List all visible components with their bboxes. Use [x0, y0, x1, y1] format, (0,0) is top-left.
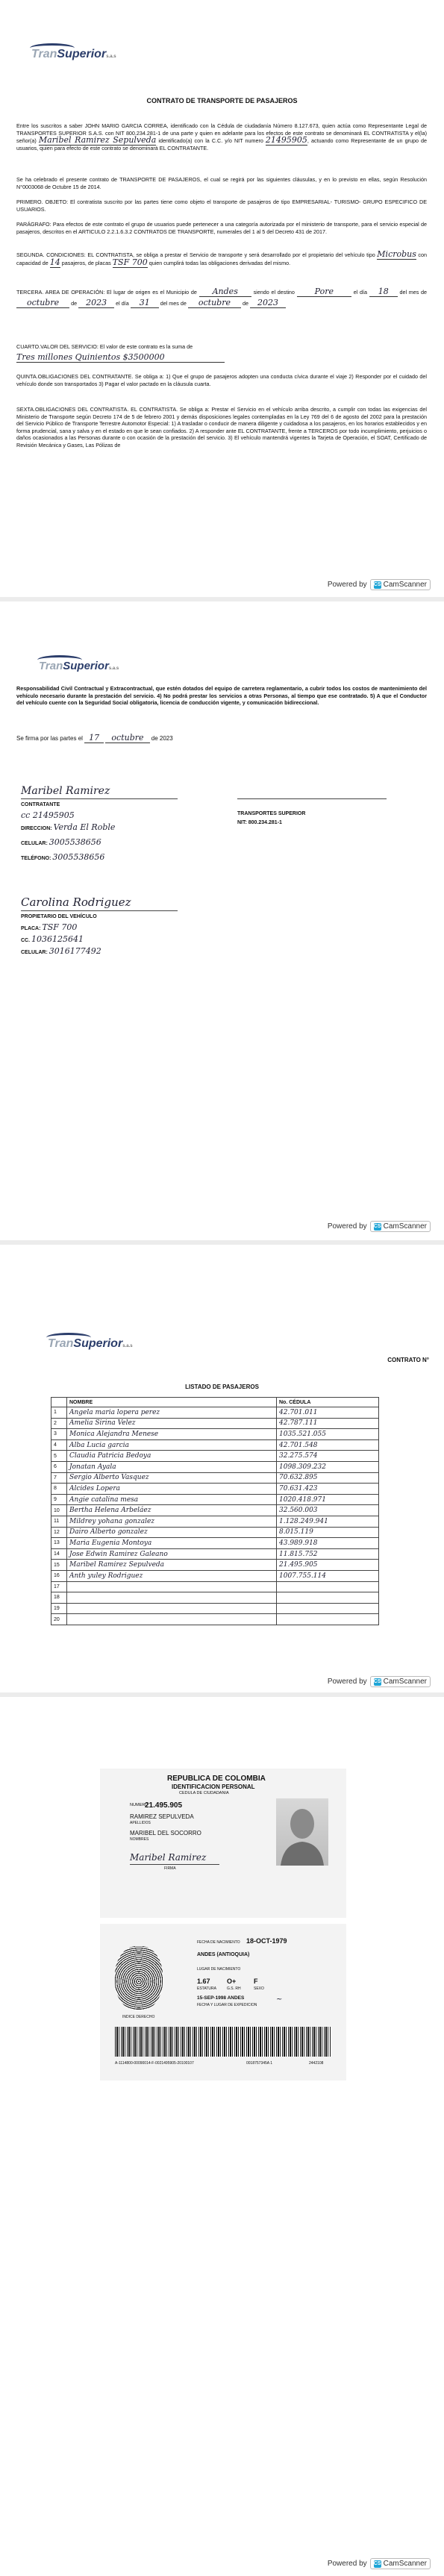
row-number: 3 — [51, 1429, 67, 1440]
id-signature: Maribel Ramirez — [130, 1852, 207, 1863]
passenger-id — [277, 1614, 379, 1625]
passenger-name: Anth yuley Rodriguez — [67, 1570, 277, 1581]
passenger-id: 8.015.119 — [277, 1527, 379, 1538]
contratante-label: CONTRATANTE — [21, 802, 60, 807]
row-number: 19 — [51, 1603, 67, 1614]
destination-handwritten: Pore — [297, 287, 351, 297]
end-month-handwritten: octubre — [188, 298, 241, 308]
owner-celular-handwritten: 3016177492 — [49, 946, 101, 956]
paragrafo-paragraph: PARÁGRAFO: Para efectos de este contrato el grupo de usuarios puede pertenecer a una categoría autorizada por el ministerio de transporte, para el servicio especial de pasajeros, descritos en el ARTICULO 2.2.1.6.3.2 CONTRATOS DE TRANSPORTE, numerales del 1 al 5 del Decreto 431 de 2017. — [16, 221, 427, 235]
passenger-list-page — [0, 1245, 444, 1692]
end-year-handwritten: 2023 — [250, 298, 286, 308]
id-pob: ANDES (ANTIOQUIA) — [197, 1952, 250, 1957]
id-country: REPUBLICA DE COLOMBIA — [167, 1775, 266, 1783]
passenger-name — [67, 1581, 277, 1592]
capacity-handwritten: 14 — [49, 257, 60, 267]
table-row — [51, 1570, 379, 1581]
passenger-name — [67, 1592, 277, 1604]
camscanner-watermark: Powered by CS CamScanner — [328, 1676, 431, 1687]
passenger-id: 42.701.011 — [277, 1407, 379, 1419]
passenger-name: Dairo Alberto gonzalez — [67, 1527, 277, 1538]
passenger-id: 32.560.003 — [277, 1505, 379, 1516]
id-dob: 18-OCT-1979 — [246, 1937, 287, 1945]
camscanner-watermark: Powered by CS CamScanner — [328, 579, 431, 590]
passenger-id: 21.495.905 — [277, 1560, 379, 1571]
objeto-paragraph: PRIMERO. OBJETO: El contratista suscrito por las partes tiene como objeto el transporte de pasajeros de tipo EMPRESARIAL- TURISMO- GRUPO ESPECIFICO DE USUARIOS. — [16, 198, 427, 213]
camscanner-logo-icon: CS — [373, 2560, 381, 2566]
row-number: 16 — [51, 1570, 67, 1581]
celular-handwritten: 3005538656 — [49, 837, 101, 847]
passenger-id: 70.632.895 — [277, 1472, 379, 1484]
id-nombres: MARIBEL DEL SOCORRO — [130, 1830, 201, 1836]
row-number: 17 — [51, 1581, 67, 1592]
value-handwritten: Tres millones Quinientos $3500000 — [16, 352, 225, 363]
client-id-handwritten: 21495905 — [265, 135, 307, 145]
passenger-name: Bertha Helena Arbeláez — [67, 1505, 277, 1516]
passenger-name — [67, 1603, 277, 1614]
passenger-name: Sergio Alberto Vasquez — [67, 1472, 277, 1484]
passenger-list-title: LISTADO DE PASAJEROS — [185, 1384, 259, 1390]
id-card-front: REPUBLICA DE COLOMBIA IDENTIFICACION PERSONAL CEDULA DE CIUDADANIA NUMERO 21.495.905 RAMIREZ SEPULVEDA APELLIDOS MARIBEL DEL SOCORRO NOMBRES Maribel Ramirez FIRMA — [100, 1769, 346, 1918]
table-row — [51, 1581, 379, 1592]
id-doc-subtype: CEDULA DE CIUDADANIA — [179, 1791, 229, 1795]
passenger-id: 1007.755.114 — [277, 1570, 379, 1581]
plate-handwritten: TSF 700 — [112, 257, 148, 267]
contratista-label: TRANSPORTES SUPERIOR — [237, 811, 306, 816]
contratante-signature-line — [21, 798, 178, 799]
fingerprint-icon — [115, 1946, 163, 2010]
passenger-id: 42.787.111 — [277, 1418, 379, 1429]
passenger-id: 1035.521.055 — [277, 1429, 379, 1440]
direccion-handwritten: Verda El Roble — [53, 822, 116, 832]
id-issue: 15-SEP-1998 ANDES — [197, 1995, 245, 2001]
vehicle-type-handwritten: Microbus — [377, 249, 416, 259]
end-day-handwritten: 31 — [131, 298, 159, 308]
table-row — [51, 1538, 379, 1549]
company-logo: TranSuperiors.a.s — [48, 1337, 133, 1350]
barcode-icon — [115, 2027, 331, 2057]
company-logo: TranSuperiors.a.s — [31, 48, 116, 60]
table-row — [51, 1516, 379, 1527]
owner-label: PROPIETARIO DEL VEHÍCULO — [21, 914, 97, 919]
id-card-page — [0, 1697, 444, 2576]
table-row — [51, 1548, 379, 1560]
signing-date: Se firma por las partes el 17 octubre de 2023 — [16, 733, 173, 743]
table-row — [51, 1484, 379, 1495]
passenger-id: 1020.418.971 — [277, 1494, 379, 1505]
passenger-name: Angela maria lopera perez — [67, 1407, 277, 1419]
passenger-name: Claudia Patricia Bedoya — [67, 1451, 277, 1462]
table-row — [51, 1429, 379, 1440]
passenger-name: Alba Lucia garcia — [67, 1439, 277, 1451]
owner-cc-handwritten: 1036125641 — [31, 934, 84, 944]
id-height: 1.67 — [197, 1978, 210, 1985]
condiciones-paragraph: SEGUNDA. CONDICIONES: EL CONTRATISTA, se obliga a prestar el Servicio de transporte y será desarrollado por el propietario del vehículo tipo Microbus con capacidad de 14 pasajeros, de placas TSF 700 quien cumplirá todas las obligaciones derivadas del mismo. — [16, 249, 428, 267]
signed-day-handwritten: 17 — [84, 733, 104, 743]
client-name-handwritten: Maribel Ramirez Sepulveda — [38, 135, 157, 145]
table-row — [51, 1592, 379, 1604]
column-header-id: No. CÉDULA — [277, 1398, 379, 1407]
celebrated-paragraph: Se ha celebrado el presente contrato de TRANSPORTE DE PASAJEROS, el cual se regirá por las siguientes cláusulas, y en lo previsto en ellas, según Resolución N°0003068 de Octubre 15 de 2014. — [16, 176, 427, 190]
portrait-icon — [276, 1798, 328, 1866]
passenger-id — [277, 1592, 379, 1604]
passenger-name: Maribel Ramirez Sepulveda — [67, 1560, 277, 1571]
id-code: A-1114800-00090014-F-0021495905-20100107 — [115, 2061, 194, 2066]
obligaciones-contratista-paragraph: SEXTA.OBLIGACIONES DEL CONTRATISTA. EL CONTRATISTA. Se obliga a: Prestar el Servicio en el vehículo arriba descrito, a cumplir con todas las exigencias del Ministerio de Transporte según Decreto 174 de 5 de febrero 2001 y demás disposiciones legales contempladas en la Ley 769 del 6 de agosto del 2002 para la prestación del Servicio Público de Transporte Terrestre Automotor Especial: 1) A trasladar o conducir de manera diligente y cuidadosa a los pasajeros, en los horarios establecidos y en forma prudencial, sana y salva y en el estado en que le sean confiados. 2) A responder ante EL CONTRATANTE, frente a TERCEROS por todo incumplimiento, perjuicios o daños ocasionados a las Personas durante o con ocasión de la prestación del servicio. 3) El vehículo mantendrá vigentes la Tarjeta de Operación, el SOAT, Certificado de Revisión Mecánica y Gases, Las Pólizas de — [16, 406, 427, 448]
column-header-name: NOMBRE — [67, 1398, 277, 1407]
company-logo: TranSuperiors.a.s — [39, 660, 119, 672]
camscanner-logo-icon: CS — [373, 1223, 381, 1229]
camscanner-logo-icon: CS — [373, 1678, 381, 1684]
row-number: 1 — [51, 1407, 67, 1419]
row-number: 15 — [51, 1560, 67, 1571]
camscanner-logo-icon: CS — [373, 581, 381, 587]
start-year-handwritten: 2023 — [78, 298, 114, 308]
id-blood: O+ — [227, 1978, 237, 1985]
row-number: 11 — [51, 1516, 67, 1527]
passenger-table-body — [51, 1407, 379, 1625]
passenger-id: 1.128.249.941 — [277, 1516, 379, 1527]
row-number: 13 — [51, 1538, 67, 1549]
passenger-name: Maria Eugenia Montoya — [67, 1538, 277, 1549]
passenger-id: 32.275.574 — [277, 1451, 379, 1462]
contract-title: CONTRATO DE TRANSPORTE DE PASAJEROS — [146, 97, 298, 104]
row-number: 9 — [51, 1494, 67, 1505]
table-row — [51, 1505, 379, 1516]
area-paragraph: TERCERA. AREA DE OPERACIÓN: El lugar de origen es el Municipio de Andes siendo el destino Pore el día 18 del mes de octubre de 2023 el día 31 del mes de octubre de 2023 — [16, 287, 428, 307]
owner-signature: Carolina Rodriguez — [21, 895, 131, 909]
row-number: 8 — [51, 1484, 67, 1495]
id-card-back: INDICE DERECHO FECHA DE NACIMIENTO 18-OCT-1979 ANDES (ANTIOQUIA) LUGAR DE NACIMIENTO 1.67 ESTATURA O+ G.S. RH F SEXO 15-SEP-1998 ANDES FECHA Y LUGAR DE EXPEDICION ~ A-1114800-00090014-F-0021495905-20100107 0018757345A 1 2442108 — [100, 1924, 346, 2081]
contract-page-2: TranSuperiors.a.s Responsabilidad Civil Contractual y Extracontractual, que estén dotados del equipo de carretera reglamentario, a cubrir todos los costos de mantenimiento del vehículo necesario durante la prestación del servicio. 4) No podrá prestar los servicios a otras Personas, al tiempo que ese contratado. 5) A que el Conductor del vehículo cuente con la Seguridad Social obligatoria, licencia de conducción vigente, y comunicación bidireccional. Se firma por las partes el 17 octubre de 2023 Maribel Ramirez CONTRATANTE cc 21495905 DIRECCION: Verda El Roble CELULAR: 3005538656 TELÉFONO: 3005538656 TRANSPORTES SUPERIOR NIT: 800.234.281-1 Carolina Rodriguez PROPIETARIO DEL VEHÍCULO PLACA: TSF 700 CC. 1036125641 CELULAR: 3016177492 Powered by CS CamScanner — [0, 601, 444, 1240]
row-number: 10 — [51, 1505, 67, 1516]
contract-page-1 — [0, 0, 444, 597]
passenger-id: 42.701.548 — [277, 1439, 379, 1451]
owner-signature-line — [21, 910, 178, 911]
id-number: 21.495.905 — [145, 1801, 183, 1810]
row-number: 20 — [51, 1614, 67, 1625]
passenger-name: Angie catalina mesa — [67, 1494, 277, 1505]
row-number: 4 — [51, 1439, 67, 1451]
start-month-handwritten: octubre — [16, 298, 69, 308]
passenger-name: Alcides Lopera — [67, 1484, 277, 1495]
passenger-id — [277, 1603, 379, 1614]
contract-number-label: CONTRATO N° — [387, 1357, 429, 1363]
valor-paragraph: CUARTO.VALOR DEL SERVICIO: El valor de este contrato es la suma de Tres millones Quinientos $3500000 — [16, 342, 427, 363]
passenger-name: Jonatan Ayala — [67, 1461, 277, 1472]
passenger-id — [277, 1581, 379, 1592]
table-row — [51, 1451, 379, 1462]
passenger-name: Jose Edwin Ramirez Galeano — [67, 1548, 277, 1560]
row-number: 2 — [51, 1418, 67, 1429]
passenger-name: Monica Alejandra Menese — [67, 1429, 277, 1440]
passenger-id: 1098.309.232 — [277, 1461, 379, 1472]
passenger-id: 11.815.752 — [277, 1548, 379, 1560]
placa-handwritten: TSF 700 — [42, 922, 78, 932]
table-row — [51, 1439, 379, 1451]
row-number: 6 — [51, 1461, 67, 1472]
table-row — [51, 1407, 379, 1419]
intro-paragraph: Entre los suscritos a saber JOHN MARIO GARCIA CORREA, identificado con la Cédula de ciudadanía Número 8.127.673, quien actúa como Representante Legal de TRANSPORTES SUPERIOR S.A.S. con NIT 800.234.281-1 de una parte y quien en adelante para los efectos de este contrato se denominará EL CONTRATISTA y el(la) señor(a) Maribel Ramirez Sepulveda identificado(a) con la C.C. y/o NIT numero 21495905, actuando como Representante de un grupo de usuarios, quien para efecto de este contrato se denominará EL CONTRATANTE. — [16, 122, 428, 151]
camscanner-watermark: Powered by CS CamScanner — [328, 2558, 431, 2569]
id-sex: F — [254, 1978, 258, 1985]
passenger-id: 70.631.423 — [277, 1484, 379, 1495]
contratista-signature-line — [237, 798, 387, 799]
telefono-handwritten: 3005538656 — [52, 852, 105, 862]
continued-obligations: Responsabilidad Civil Contractual y Extracontractual, que estén dotados del equipo de carretera reglamentario, a cubrir todos los costos de mantenimiento del vehículo necesario durante la prestación del servicio. 4) No podrá prestar los servicios a otras Personas, al tiempo que ese contratado. 5) A que el Conductor del vehículo cuente con la Seguridad Social obligatoria, licencia de conducción vigente, y comunicación bidireccional. — [16, 685, 427, 706]
table-row — [51, 1418, 379, 1429]
table-row — [51, 1527, 379, 1538]
passenger-table — [51, 1397, 379, 1625]
obligaciones-contratante-paragraph: QUINTA.OBLIGACIONES DEL CONTRATANTE. Se obliga a: 1) Que el grupo de pasajeros adopten una conducta cívica durante el viaje 2) Responder por el cuidado del vehículo donde son transportados 3) Pagar el valor pactado en la cláusula cuarta. — [16, 373, 427, 387]
id-serial-2: 2442108 — [309, 2061, 324, 2066]
contratante-cc: cc 21495905 — [21, 810, 75, 820]
passenger-name — [67, 1614, 277, 1625]
row-number: 12 — [51, 1527, 67, 1538]
camscanner-watermark: Powered by CS CamScanner — [328, 1221, 431, 1232]
table-row — [51, 1614, 379, 1625]
origin-handwritten: Andes — [199, 287, 251, 297]
id-serial: 0018757345A 1 — [246, 2061, 273, 2066]
registrar-signature: ~ — [276, 1995, 283, 2004]
signed-month-handwritten: octubre — [105, 733, 149, 743]
table-row — [51, 1461, 379, 1472]
start-day-handwritten: 18 — [369, 287, 398, 297]
table-row — [51, 1603, 379, 1614]
id-apellidos: RAMIREZ SEPULVEDA — [130, 1813, 194, 1820]
id-photo — [276, 1798, 328, 1866]
contratante-signature: Maribel Ramirez — [21, 785, 110, 797]
passenger-name: Amelia Sirina Velez — [67, 1418, 277, 1429]
row-number: 7 — [51, 1472, 67, 1484]
id-doc-type: IDENTIFICACION PERSONAL — [172, 1783, 255, 1790]
contratista-nit: NIT: 800.234.281-1 — [237, 820, 282, 825]
row-number: 5 — [51, 1451, 67, 1462]
passenger-id: 43.989.918 — [277, 1538, 379, 1549]
table-row — [51, 1494, 379, 1505]
table-row — [51, 1560, 379, 1571]
row-number: 18 — [51, 1592, 67, 1604]
table-row — [51, 1472, 379, 1484]
passenger-name: Mildrey yohana gonzalez — [67, 1516, 277, 1527]
row-number: 14 — [51, 1548, 67, 1560]
